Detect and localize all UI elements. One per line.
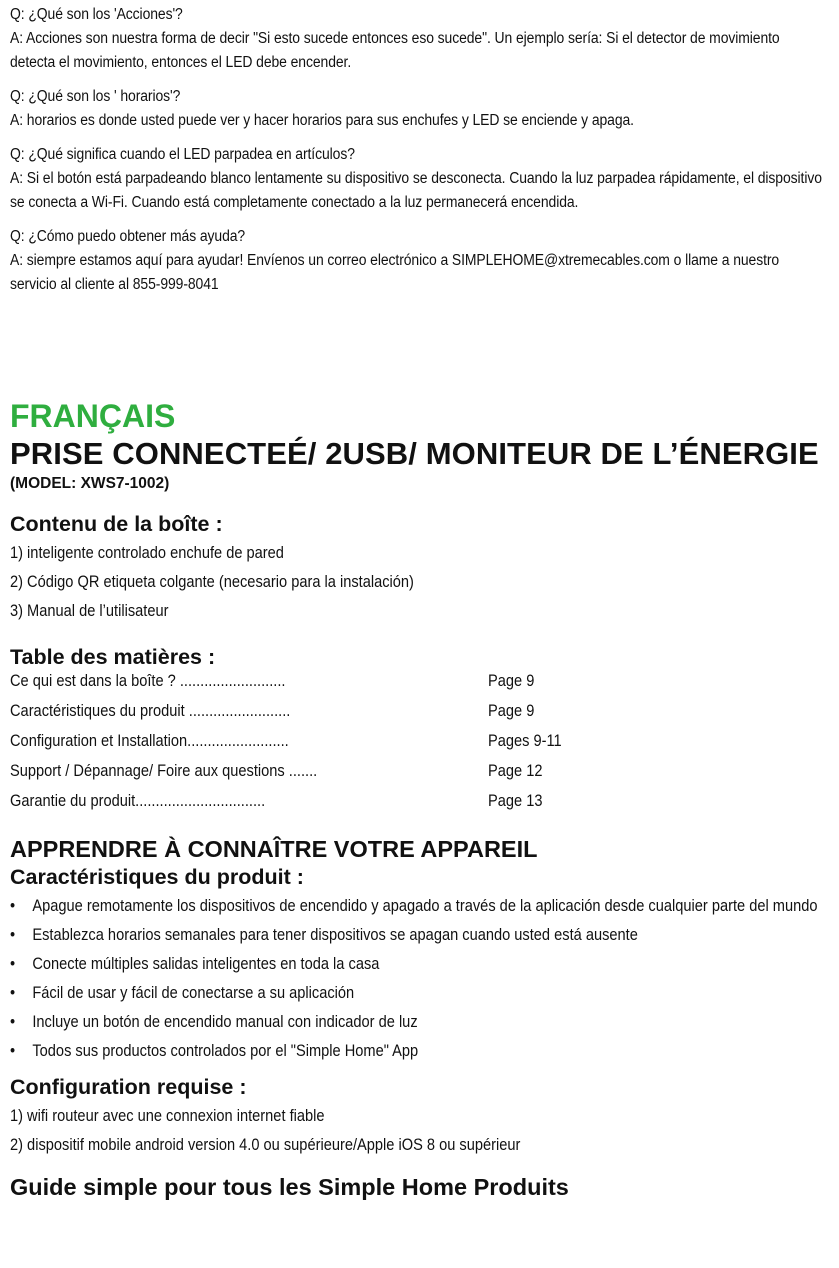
bullet-icon: • [10,1012,16,1031]
toc-entry [10,761,839,791]
guide-section [10,1173,839,1201]
spanish-faq [10,0,829,297]
bullet-icon: • [10,896,16,915]
table-of-contents [10,643,839,821]
feature-item [10,978,839,1007]
toc-entry [10,671,839,701]
feature-text: Apague remotamente los dispositivos de encendido y apagado a través de la aplicación desde cualquier parte del mundo [32,896,818,915]
faq-item [10,85,829,133]
feature-item [10,1007,839,1036]
guide-heading: Guide simple pour tous les Simple Home Produits [10,1174,569,1200]
features-list [10,891,839,1065]
faq-answer: A: siempre estamos aquí para ayudar! Envíenos un correo electrónico a SIMPLEHOME@xtremecables.com o llame a nuestro servicio al cliente al 855-999-8041 [10,252,780,293]
faq-question: Q: ¿Qué son los ' horarios'? [10,88,181,105]
box-contents-section [10,510,839,625]
toc-entry-page: Page 13 [488,791,543,810]
toc-entry [10,701,839,731]
model-number: (MODEL: XWS7-1002) [10,475,170,492]
features-heading: Caractéristiques du produit : [10,865,304,889]
toc-entry-page: Page 9 [488,701,535,720]
toc-entry-page: Pages 9-11 [488,731,562,750]
feature-item [10,920,839,949]
requirements-heading: Configuration requise : [10,1075,247,1099]
faq-item [10,143,829,215]
bullet-icon: • [10,983,16,1002]
faq-answer: A: horarios es donde usted puede ver y hacer horarios para sus enchufes y LED se enciende y apaga. [10,112,634,129]
feature-item [10,949,839,978]
faq-answer: A: Si el botón está parpadeando blanco lentamente su dispositivo se desconecta. Cuando la luz parpadea rápidamente, el dispositivo se conecta a Wi-Fi. Cuando está completamente conectado a la luz permanecerá encendida. [10,170,822,211]
faq-answer: A: Acciones son nuestra forma de decir "Si esto sucede entonces eso sucede". Un ejemplo sería: Si el detector de movimiento detecta el movimiento, entonces el LED debe encender. [10,30,780,71]
requirements-section [10,1073,839,1159]
feature-item [10,1036,839,1065]
bullet-icon: • [10,1041,16,1060]
product-title: PRISE CONNECTEÉ/ 2USB/ MONITEUR DE L’ÉNERGIE [10,436,819,471]
bullet-icon: • [10,925,16,944]
toc-entry-page: Page 9 [488,671,535,690]
learn-section [10,835,839,1065]
feature-item [10,891,839,920]
feature-text: Fácil de usar y fácil de conectarse a su aplicación [32,983,355,1002]
faq-question: Q: ¿Qué significa cuando el LED parpadea en artículos? [10,146,355,163]
toc-entry-label: Configuration et Installation......................... [10,731,289,750]
faq-question: Q: ¿Cómo puedo obtener más ayuda? [10,228,246,245]
toc-entry-label: Ce qui est dans la boîte ? .......................... [10,671,286,690]
box-contents-item: 1) inteligente controlado enchufe de pared [10,543,284,562]
language-heading: FRANÇAIS [10,398,176,434]
box-contents-item: 2) Código QR etiqueta colgante (necesario para la instalación) [10,572,414,591]
toc-entry [10,791,839,821]
faq-question: Q: ¿Qué son los 'Acciones'? [10,6,183,23]
box-contents-heading: Contenu de la boîte : [10,512,223,536]
requirement-item: 2) dispositif mobile android version 4.0 ou supérieure/Apple iOS 8 ou supérieur [10,1135,521,1154]
french-section [10,398,839,1201]
toc-entry-page: Page 12 [488,761,543,780]
toc-entry-label: Caractéristiques du produit ......................... [10,701,291,720]
toc-entry-label: Support / Dépannage/ Foire aux questions ....... [10,761,318,780]
feature-text: Establezca horarios semanales para tener dispositivos se apagan cuando usted está ausente [32,925,638,944]
feature-text: Conecte múltiples salidas inteligentes en toda la casa [32,954,380,973]
feature-text: Todos sus productos controlados por el "Simple Home" App [32,1041,419,1060]
toc-entry [10,731,839,761]
bullet-icon: • [10,954,16,973]
faq-item [10,225,829,297]
requirement-item: 1) wifi routeur avec une connexion internet fiable [10,1106,325,1125]
feature-text: Incluye un botón de encendido manual con indicador de luz [32,1012,418,1031]
faq-item [10,3,829,75]
box-contents-item: 3) Manual de l’utilisateur [10,601,169,620]
learn-heading: APPRENDRE À CONNAÎTRE VOTRE APPAREIL [10,836,538,862]
toc-heading: Table des matières : [10,645,216,669]
toc-entry-label: Garantie du produit................................ [10,791,266,810]
